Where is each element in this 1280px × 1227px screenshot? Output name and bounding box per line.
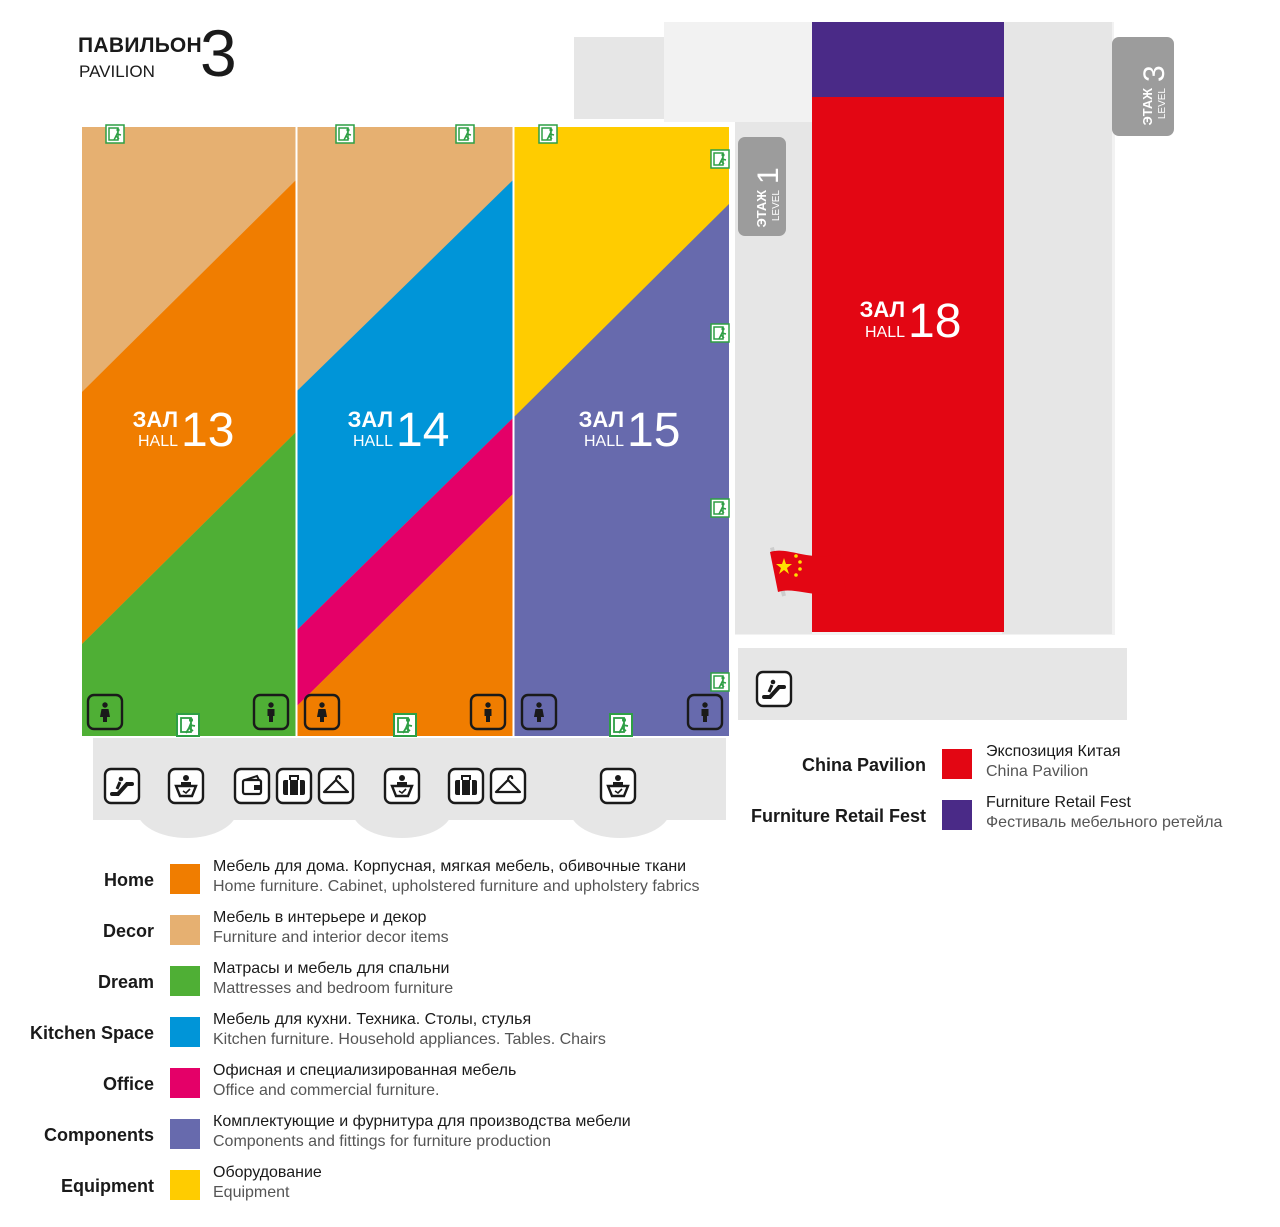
legend-text-en: Mattresses and bedroom furniture (213, 980, 454, 997)
pavilion-label-en: PAVILION (79, 62, 155, 81)
legend-name: Equipment (61, 1176, 154, 1196)
level-1-tab (738, 137, 786, 236)
hall-14-label-ru: ЗАЛ (347, 407, 393, 432)
hall-13-label-en: HALL (137, 433, 178, 450)
legend-item-dream (0, 960, 760, 1006)
legend-text-ru: Мебель в интерьере и декор (213, 909, 427, 926)
legend-text-ru: Фестиваль мебельного ретейла (986, 814, 1223, 831)
legend-name: Furniture Retail Fest (750, 806, 926, 826)
level-3-tab (1112, 37, 1174, 136)
level-1-label-en: LEVEL (771, 190, 782, 222)
hall-18-label-en: HALL (864, 324, 905, 341)
hall-15-label-ru: ЗАЛ (578, 407, 624, 432)
exit-icon (106, 125, 124, 143)
legend-name: Kitchen Space (29, 1023, 154, 1043)
legend-text-en: Equipment (213, 1184, 290, 1201)
legend-name: Components (44, 1125, 154, 1145)
legend-item-components (0, 1113, 760, 1159)
hall-13-label-ru: ЗАЛ (132, 407, 178, 432)
exit-icon (711, 499, 729, 517)
legend-text-en: Home furniture. Cabinet, upholstered furniture and upholstery fabrics (213, 878, 700, 895)
exit-icon (610, 714, 632, 736)
cloakroom-icon (491, 769, 525, 803)
luggage-icon (277, 769, 311, 803)
level-3-label-ru: ЭТАЖ (1140, 88, 1155, 126)
cloakroom-icon (319, 769, 353, 803)
hall-15-number: 15 (627, 404, 681, 457)
legend-swatch (942, 749, 972, 779)
legend-item-china-pavilion (740, 743, 1280, 789)
exit-icon (711, 324, 729, 342)
legend-name: Home (103, 870, 154, 890)
legend-text-en: Furniture Retail Fest (986, 794, 1131, 811)
legend-name: Dream (97, 972, 154, 992)
exit-icon (456, 125, 474, 143)
hall-13-label (133, 404, 235, 457)
hall-14-number: 14 (396, 404, 450, 457)
pavilion-number: 3 (200, 16, 237, 90)
hall-13-number: 13 (181, 404, 235, 457)
legend-item-kitchen-space (0, 1011, 760, 1057)
exit-icon (336, 125, 354, 143)
hall-14-label-en: HALL (352, 433, 393, 450)
info-desk-icon (601, 769, 635, 803)
legend-name: Decor (102, 921, 154, 941)
luggage-icon (449, 769, 483, 803)
level-1-label-ru: ЭТАЖ (754, 190, 769, 228)
level-3-label-en: LEVEL (1157, 88, 1168, 120)
hall-15-label (579, 404, 681, 457)
legend-text-ru: Матрасы и мебель для спальни (213, 960, 450, 977)
hall-15-label-en: HALL (583, 433, 624, 450)
legend-text-en: Office and commercial furniture. (213, 1082, 440, 1099)
legend-text-en: Components and fittings for furniture production (213, 1133, 551, 1150)
level-3-number: 3 (1138, 65, 1171, 82)
legend-swatch (170, 1119, 200, 1149)
legend-name: Office (102, 1074, 154, 1094)
info-desk-icon (385, 769, 419, 803)
hall-14-label (348, 404, 450, 457)
hall-18[interactable] (812, 22, 1004, 632)
legend-swatch (170, 1170, 200, 1200)
legend-item-equipment (0, 1164, 760, 1210)
legend-swatch (170, 1068, 200, 1098)
exit-icon (711, 673, 729, 691)
legend-text-ru: Мебель для кухни. Техника. Столы, стулья (213, 1011, 532, 1028)
info-desk-icon (169, 769, 203, 803)
legend-text-ru: Офисная и специализированная мебель (213, 1062, 517, 1079)
legend-text-ru: Комплектующие и фурнитура для производства мебели (213, 1113, 631, 1130)
legend-item-home (0, 858, 760, 904)
escalator-icon (105, 769, 139, 803)
legend-swatch (942, 800, 972, 830)
legend-item-office (0, 1062, 760, 1108)
legend-swatch (170, 915, 200, 945)
legend-text-en: China Pavilion (986, 763, 1089, 780)
legend-swatch (170, 864, 200, 894)
legend-text-en: Furniture and interior decor items (213, 929, 449, 946)
hall-18-label-ru: ЗАЛ (859, 297, 905, 322)
legend-item-decor (0, 909, 760, 955)
legend-swatch (170, 1017, 200, 1047)
legend-text-en: Kitchen furniture. Household appliances. Tables. Chairs (213, 1031, 606, 1048)
escalator-icon (757, 672, 791, 706)
exit-icon (711, 150, 729, 168)
level-1-number: 1 (752, 167, 785, 184)
exit-icon (394, 714, 416, 736)
exit-icon (177, 714, 199, 736)
legend-swatch (170, 966, 200, 996)
exit-icon (539, 125, 557, 143)
zone-china-pavilion (812, 97, 1004, 632)
legend-text-ru: Мебель для дома. Корпусная, мягкая мебель, обивочные ткани (213, 858, 687, 875)
legend-name: China Pavilion (801, 755, 926, 775)
zone-furniture-retail-fest (812, 22, 1004, 97)
atm-icon (235, 769, 269, 803)
pavilion-label-ru: ПАВИЛЬОН (78, 34, 202, 57)
legend-text-ru: Оборудование (213, 1164, 322, 1181)
hall-18-number: 18 (908, 295, 962, 348)
legend-item-furniture-retail-fest (740, 794, 1280, 840)
legend-text-ru: Экспозиция Китая (986, 743, 1121, 760)
